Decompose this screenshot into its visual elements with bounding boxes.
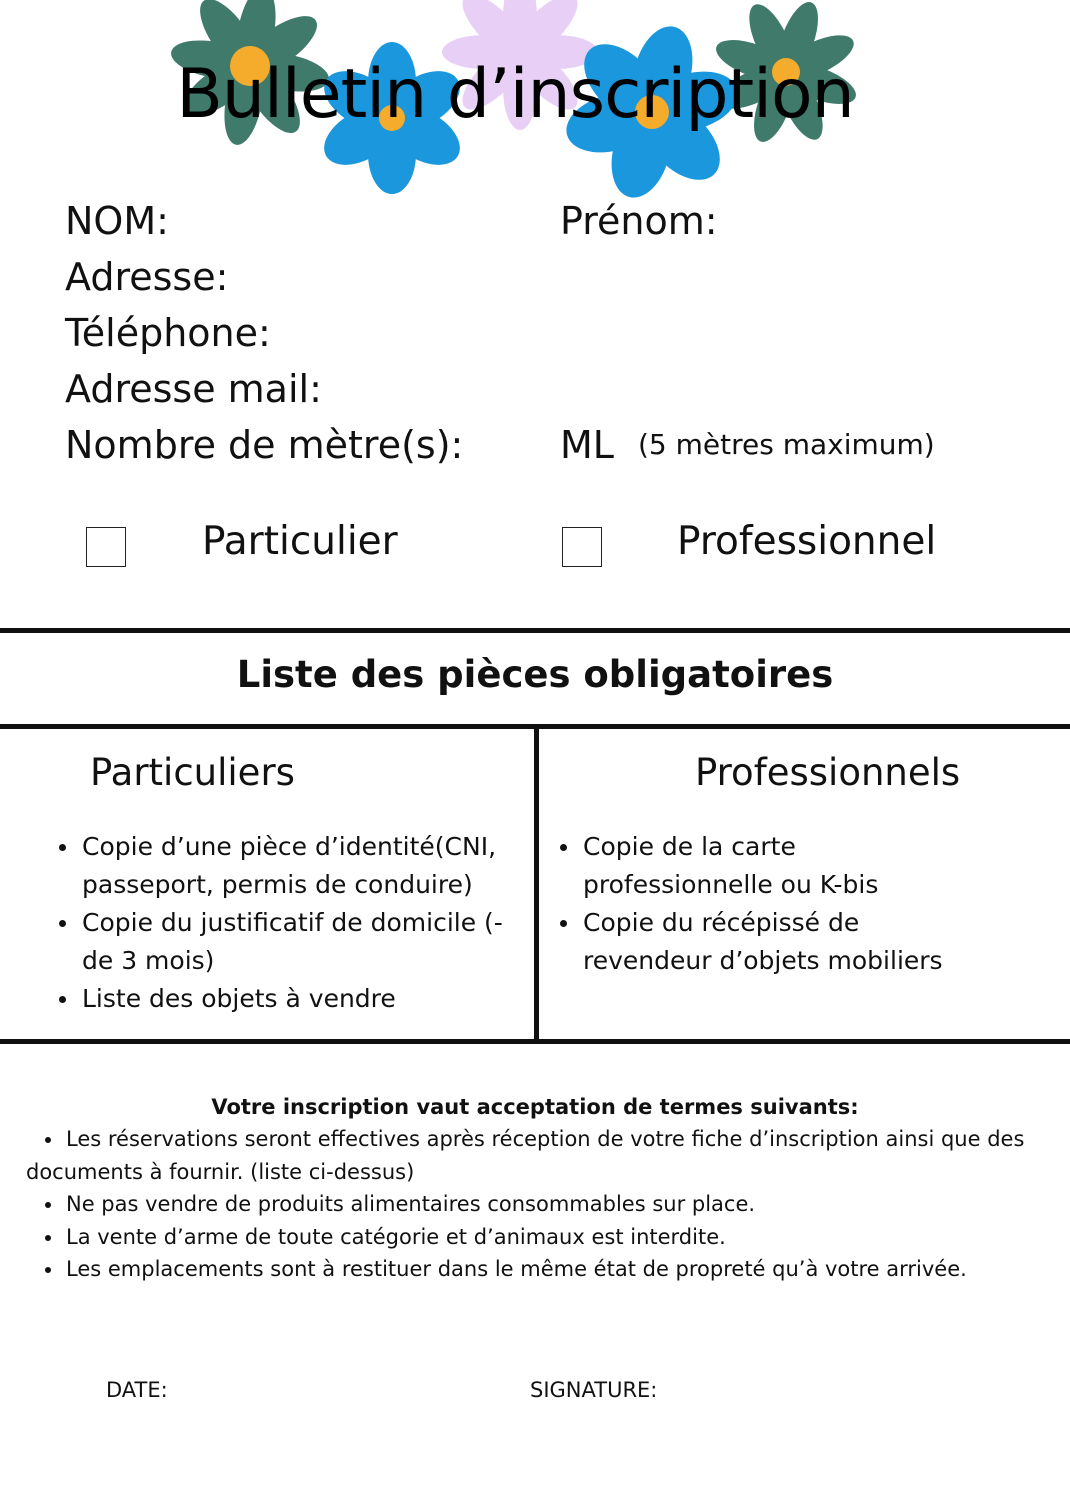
- terms-item-armes: La vente d’arme de toute catégorie et d’animaux est interdite.: [26, 1221, 1046, 1254]
- professionnels-list: [557, 828, 977, 980]
- table-column-divider: [534, 729, 539, 1041]
- table-bottom-rule: [0, 1039, 1070, 1044]
- list-item: Copie de la carte professionnelle ou K-bis: [557, 828, 977, 904]
- nom-label: NOM:: [65, 199, 169, 243]
- particuliers-heading: Particuliers: [90, 751, 295, 794]
- unit-note: (5 mètres maximum): [638, 428, 935, 461]
- terms-item-emplacements: Les emplacements sont à restituer dans le même état de propreté qu’à votre arrivée.: [26, 1253, 1046, 1286]
- signature-label: SIGNATURE:: [530, 1378, 658, 1402]
- pieces-title: Liste des pièces obligatoires: [236, 653, 834, 696]
- unit-label: ML: [560, 423, 614, 467]
- particuliers-list: [56, 828, 506, 1018]
- professionnel-option-label: Professionnel: [677, 519, 937, 564]
- professionnel-checkbox[interactable]: [562, 527, 602, 567]
- list-item: Copie d’une pièce d’identité(CNI, passeport, permis de conduire): [56, 828, 506, 904]
- prenom-label: Prénom:: [560, 199, 718, 243]
- metres-label: Nombre de mètre(s):: [65, 423, 464, 467]
- terms-item-alimentaires: Ne pas vendre de produits alimentaires consommables sur place.: [26, 1188, 1046, 1221]
- date-label: DATE:: [106, 1378, 168, 1402]
- terms-item-reservations: Les réservations seront effectives après réception de votre fiche d’inscription ainsi que des documents à fournir. (liste ci-dessus): [26, 1123, 1046, 1188]
- mail-label: Adresse mail:: [65, 367, 322, 411]
- list-item: Liste des objets à vendre: [56, 980, 506, 1018]
- list-item: Copie du justificatif de domicile (- de 3 mois): [56, 904, 506, 980]
- page-title: Bulletin d’inscription: [176, 55, 854, 134]
- terms-title: Votre inscription vaut acceptation de termes suivants:: [211, 1095, 859, 1119]
- particulier-checkbox[interactable]: [86, 527, 126, 567]
- table-top-rule: [0, 628, 1070, 633]
- list-item: Copie du récépissé de revendeur d’objets mobiliers: [557, 904, 977, 980]
- particulier-option-label: Particulier: [202, 519, 398, 564]
- professionnels-heading: Professionnels: [695, 751, 961, 794]
- terms-list: [26, 1123, 1046, 1286]
- telephone-label: Téléphone:: [65, 311, 271, 355]
- adresse-label: Adresse:: [65, 255, 229, 299]
